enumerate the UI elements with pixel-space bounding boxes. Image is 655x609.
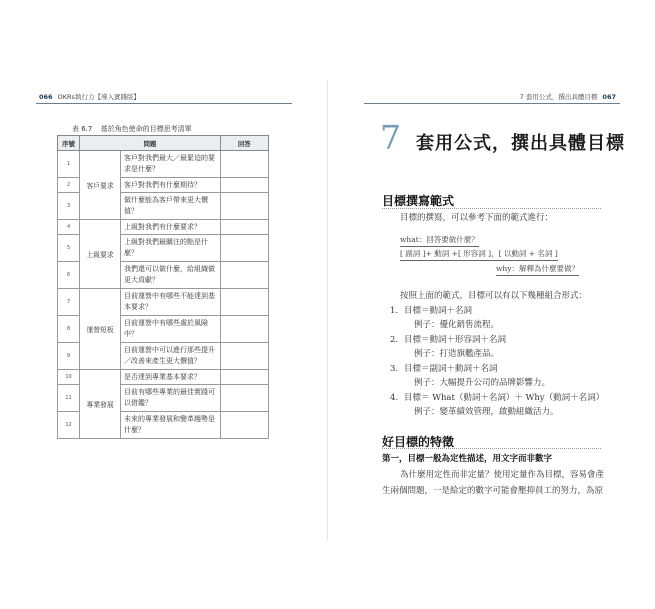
- row-question: 客戶對我們最大／最緊迫的要求是什麼？: [121, 151, 221, 178]
- row-answer: [220, 235, 268, 262]
- combo-number: 1.: [390, 306, 399, 316]
- goal-checklist-table: [57, 135, 269, 439]
- formula-what: what：回答要做什麼？: [400, 234, 479, 247]
- body-paragraph-line: 生兩個問題，一是給定的數字可能會壓抑員工的努力，為原: [382, 486, 604, 496]
- row-answer: [220, 262, 268, 289]
- row-number: 5: [58, 235, 80, 262]
- row-answer: [220, 151, 268, 178]
- right-running-title: 7 套用公式，撰出具體目標: [519, 93, 598, 101]
- row-number: 6: [58, 262, 80, 289]
- combo-example: 例子：大幅提升公司的品牌影響力。: [414, 378, 551, 388]
- combo-form: 目標＝副詞＋動詞＋名詞: [404, 364, 498, 374]
- col-header-question: 問題: [80, 136, 221, 151]
- row-question: 未來的專業發展和變革趨勢是什麼？: [121, 412, 221, 439]
- right-header: [520, 92, 619, 101]
- row-question: 目前運營中有哪些不能達到基本要求？: [121, 289, 221, 316]
- chapter-title: 套用公式，撰出具體目標: [416, 133, 625, 154]
- left-page-number: 066: [39, 93, 53, 101]
- table-row: [58, 151, 269, 178]
- row-number: 10: [58, 370, 80, 385]
- chapter-number: 7: [380, 118, 401, 157]
- right-page-number: 067: [602, 93, 616, 101]
- row-question: 客戶對我們有什麼期待？: [121, 178, 221, 193]
- combo-intro: 按照上面的範式，目標可以有以下幾種組合形式：: [400, 291, 588, 301]
- group-label: 客戶要求: [80, 151, 121, 220]
- left-page: [0, 0, 327, 609]
- section-title-template: 目標撰寫範式: [382, 194, 455, 208]
- section-rule: [382, 208, 601, 209]
- row-number: 8: [58, 316, 80, 343]
- row-question: 做什麼能為客戶帶來更大價值？: [121, 193, 221, 220]
- row-number: 2: [58, 178, 80, 193]
- intro-paragraph: 目標的撰寫，可以參考下面的範式進行：: [400, 213, 554, 223]
- right-header-rule: [364, 103, 620, 104]
- row-number: 1: [58, 151, 80, 178]
- left-header-rule: [36, 103, 292, 104]
- row-answer: [220, 220, 268, 235]
- row-answer: [220, 193, 268, 220]
- combo-example: 例子：變革績效管理，啟動組織活力。: [414, 407, 559, 417]
- row-question: 我們還可以做什麼，給組織做更大貢獻？: [121, 262, 221, 289]
- formula-why: why：解釋為什麼要做？: [496, 263, 579, 276]
- row-answer: [220, 343, 268, 370]
- group-label: 運營短板: [80, 289, 121, 370]
- row-number: 4: [58, 220, 80, 235]
- row-answer: [220, 412, 268, 439]
- row-question: 目前運營中有哪些處於風險中？: [121, 316, 221, 343]
- table-row: [58, 370, 269, 385]
- row-number: 12: [58, 412, 80, 439]
- row-answer: [220, 370, 268, 385]
- combo-form: 目標＝動詞＋名詞: [404, 306, 473, 316]
- combo-item: [390, 333, 506, 345]
- row-answer: [220, 316, 268, 343]
- combo-number: 2.: [390, 335, 399, 345]
- table-row: [58, 289, 269, 316]
- combo-form: 目標＝ What（動詞＋名詞）＋ Why（動詞＋名詞）: [404, 393, 605, 403]
- body-paragraph-line: 為什麼用定性而非定量？使用定量作為目標，容易會產: [400, 470, 605, 480]
- section-rule: [382, 448, 601, 449]
- row-answer: [220, 178, 268, 193]
- combo-item: [390, 304, 472, 316]
- table-caption: [72, 124, 198, 134]
- combo-example: 例子：優化銷售流程。: [414, 320, 500, 330]
- combo-example: 例子：打造旗艦產品。: [414, 349, 500, 359]
- group-label: 上級要求: [80, 220, 121, 289]
- section-title-good-goal: 好目標的特徵: [382, 435, 455, 449]
- row-number: 9: [58, 343, 80, 370]
- col-header-number: 序號: [58, 136, 80, 151]
- row-question: 是否達到專業基本要求？: [121, 370, 221, 385]
- row-question: 上級對我們有什麼要求？: [121, 220, 221, 235]
- row-answer: [220, 289, 268, 316]
- combo-form: 目標＝動詞＋形容詞＋名詞: [404, 335, 507, 345]
- col-header-answer: 回答: [220, 136, 268, 151]
- group-label: 專業發展: [80, 370, 121, 439]
- row-question: 目前有哪些專業的最佳實踐可以借鑑？: [121, 385, 221, 412]
- left-running-title: OKRs執行力【導入實踐版】: [57, 93, 140, 101]
- table-row: [58, 220, 269, 235]
- combo-number: 3.: [390, 364, 399, 374]
- row-number: 11: [58, 385, 80, 412]
- combo-item: [390, 362, 498, 374]
- combo-number: 4.: [390, 393, 399, 403]
- row-answer: [220, 385, 268, 412]
- table-caption-text: 基於角色使命的目標思考清單: [100, 125, 192, 133]
- right-page: [328, 0, 655, 609]
- row-question: 目前運營中可以進行那些提升／改善來產生更大價值？: [121, 343, 221, 370]
- row-number: 7: [58, 289, 80, 316]
- table-header-row: [58, 136, 269, 151]
- table-caption-label: 表 6.7: [72, 125, 93, 133]
- row-question: 上級對我們最關注的點是什麼？: [121, 235, 221, 262]
- combo-item: [390, 391, 604, 403]
- formula-structure: [ 副詞 ]+ 動詞 +[ 形容詞 ]，[ 以動詞 + 名詞 ]: [400, 248, 558, 261]
- row-number: 3: [58, 193, 80, 220]
- point-first: 第一，目標一般為定性描述，用文字而非數字: [382, 454, 553, 464]
- left-header: [36, 92, 140, 101]
